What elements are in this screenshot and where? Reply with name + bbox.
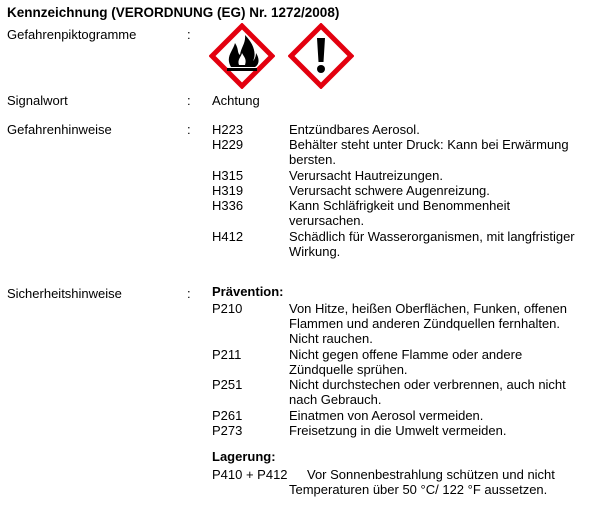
hazard-text: Schädlich für Wasserorganismen, mit langfristiger Wirkung.	[289, 229, 575, 259]
hazard-code: H223	[212, 122, 244, 137]
page-title: Kennzeichnung (VERORDNUNG (EG) Nr. 1272/2008)	[7, 5, 340, 20]
signal-word-value: Achtung	[212, 93, 260, 108]
precaution-code: P210	[212, 301, 243, 316]
flame-pictogram	[209, 23, 275, 89]
hazard-code: H336	[212, 198, 244, 213]
pictograms-colon: :	[187, 27, 191, 42]
precaution-code: P211	[212, 347, 242, 362]
precaution-text: Vor Sonnenbestrahlung schützen und nicht Temperaturen über 50 °C/ 122 °F aussetzen.	[289, 467, 555, 497]
precaution-text: Von Hitze, heißen Oberflächen, Funken, offenen Flammen und anderen Zündquellen fernhalten. Nicht rauchen.	[289, 301, 567, 346]
signal-word-label: Signalwort	[7, 93, 68, 108]
precaution-code: P251	[212, 377, 243, 392]
storage-heading: Lagerung:	[212, 449, 276, 464]
exclamation-pictogram	[288, 23, 354, 89]
hazard-text: Verursacht schwere Augenreizung.	[289, 183, 490, 198]
hazard-statements-colon: :	[187, 122, 191, 137]
precaution-text: Nicht gegen offene Flamme oder andere Zündquelle sprühen.	[289, 347, 523, 377]
hazard-statements-label: Gefahrenhinweise	[7, 122, 112, 137]
exclamation-mark-icon	[288, 23, 354, 89]
precaution-text: Einatmen von Aerosol vermeiden.	[289, 408, 484, 423]
hazard-text: Behälter steht unter Druck: Kann bei Erwärmung bersten.	[289, 137, 569, 167]
flame-icon	[209, 23, 275, 89]
hazard-code: H229	[212, 137, 244, 152]
precautionary-statements-label: Sicherheitshinweise	[7, 286, 122, 301]
hazard-text: Verursacht Hautreizungen.	[289, 168, 443, 183]
hazard-text: Entzündbares Aerosol.	[289, 122, 420, 137]
precaution-code: P273	[212, 423, 243, 438]
hazard-code: H412	[212, 229, 244, 244]
hazard-code: H319	[212, 183, 244, 198]
pictograms-label: Gefahrenpiktogramme	[7, 27, 137, 42]
signal-word-colon: :	[187, 93, 191, 108]
prevention-heading: Prävention:	[212, 284, 284, 299]
hazard-text: Kann Schläfrigkeit und Benommenheit verursachen.	[289, 198, 511, 228]
precaution-text: Freisetzung in die Umwelt vermeiden.	[289, 423, 507, 438]
precaution-text: Nicht durchstechen oder verbrennen, auch nicht nach Gebrauch.	[289, 377, 566, 407]
precautionary-statements-colon: :	[187, 286, 191, 301]
precaution-code: P410 + P412	[212, 467, 288, 482]
hazard-code: H315	[212, 168, 244, 183]
precaution-code: P261	[212, 408, 243, 423]
